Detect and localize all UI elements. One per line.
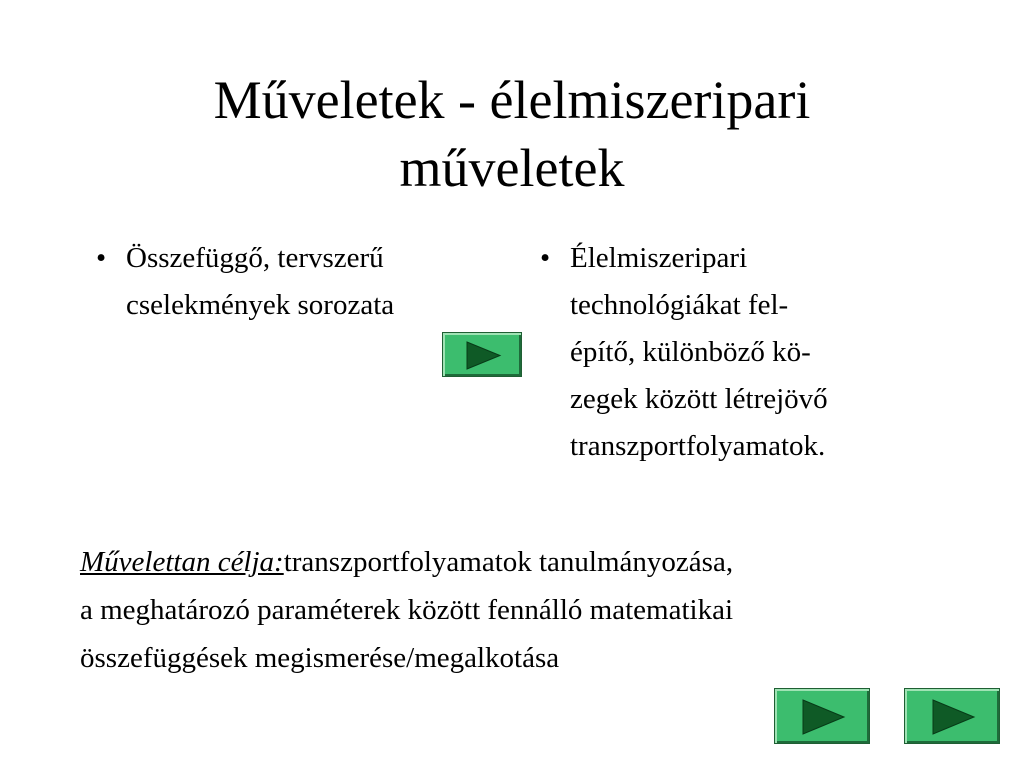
bullet-item	[88, 235, 518, 329]
goal-label: Művelettan célja:	[80, 546, 284, 578]
bullet-text-line: • Összefüggő, tervszerű	[126, 242, 384, 274]
bullet-text-line: technológiákat fel-	[570, 289, 789, 321]
right-bullet-list	[532, 235, 1002, 470]
title-line: műveletek	[399, 138, 625, 198]
paragraph-line: összefüggések megismerése/megalkotása	[80, 642, 560, 674]
play-arrow-icon	[775, 689, 871, 745]
next-button[interactable]	[904, 688, 1000, 744]
paragraph-line	[80, 538, 1000, 586]
left-bullet-list	[88, 235, 518, 329]
goal-paragraph	[80, 538, 1000, 682]
bullet-text-line: cselekmények sorozata	[126, 289, 395, 321]
bullet-text-line: építő, különböző kö-	[570, 336, 811, 368]
play-arrow-icon	[905, 689, 1001, 745]
play-arrow-icon	[443, 333, 523, 378]
bullet-text-line: zegek között létrejövő	[570, 383, 828, 415]
play-button[interactable]	[442, 332, 522, 377]
goal-text: transzportfolyamatok tanulmányozása,	[283, 546, 734, 578]
paragraph-line: a meghatározó paraméterek között fennálló matematikai	[80, 594, 733, 626]
next-button[interactable]	[774, 688, 870, 744]
slide-title	[0, 66, 1024, 202]
title-line: Műveletek - élelmiszeripari	[213, 70, 811, 130]
bullet-text-line: • Élelmiszeripari	[570, 242, 748, 274]
bullet-text-line: transzportfolyamatok.	[570, 430, 826, 462]
bullet-item	[532, 235, 1002, 470]
